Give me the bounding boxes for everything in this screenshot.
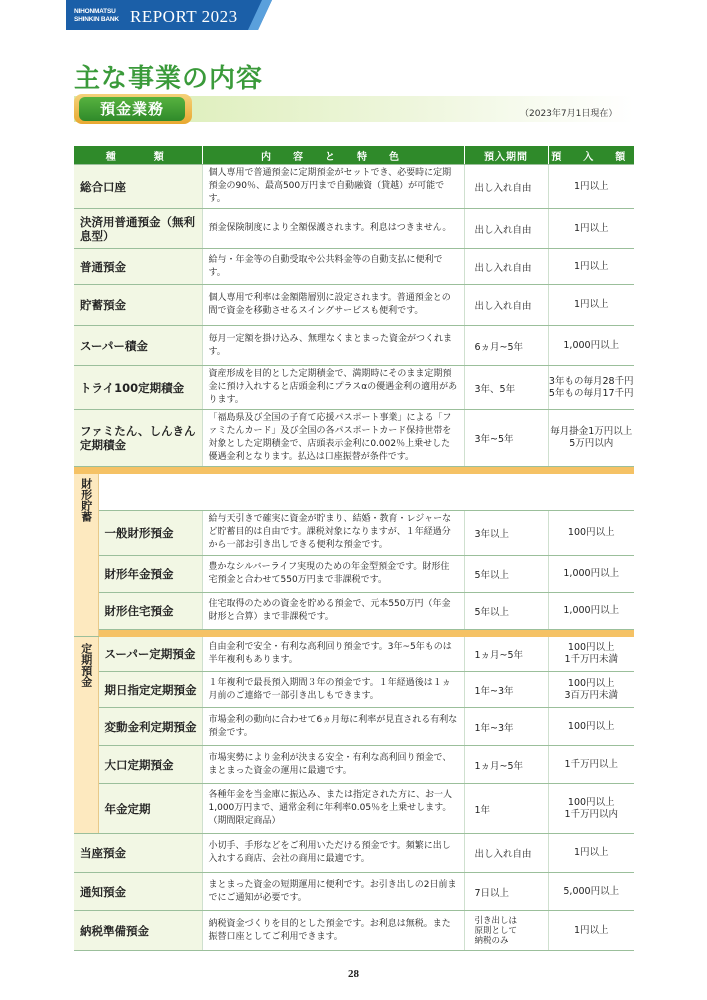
deposit-period: 出し入れ自由: [464, 209, 548, 249]
product-name: 変動金利定期預金: [98, 708, 202, 746]
product-name: 通知預金: [74, 873, 202, 911]
product-name: ファミたん、しんきん定期積金: [74, 410, 202, 467]
product-description: 預金保険制度により全額保護されます。利息はつきません。: [202, 209, 464, 249]
product-name: トライ100定期積金: [74, 366, 202, 410]
table-row: [74, 873, 634, 911]
table-row: [74, 672, 634, 708]
product-description: 資産形成を目的とした定期積金で、満期時にそのまま定期預金に預け入れすると店頭金利にプラスαの優遇金利の適用があります。: [202, 366, 464, 410]
bank-name: [74, 8, 119, 24]
page-number: 28: [348, 968, 359, 980]
group-label-teiki: [74, 637, 98, 834]
group-separator: [74, 629, 634, 637]
product-name: スーパー積金: [74, 326, 202, 366]
product-name: 決済用普通預金（無利息型）: [74, 209, 202, 249]
product-description: 市場金利の動向に合わせて6ヵ月毎に利率が見直される有利な預金です。: [202, 708, 464, 746]
table-row: [74, 637, 634, 672]
deposit-amount: 1円以上: [548, 285, 634, 326]
deposit-amount: 3年もの毎月28千円 5年もの毎月17千円: [548, 366, 634, 410]
report-title: [130, 7, 238, 27]
deposit-period: 5年以上: [464, 592, 548, 629]
table-row: [74, 555, 634, 592]
product-description: 小切手、手形などをご利用いただける預金です。頻繁に出し入れする商店、会社の商用に最適です。: [202, 834, 464, 873]
deposit-period: 出し入れ自由: [464, 285, 548, 326]
deposit-amount: 1千万円以上: [548, 746, 634, 784]
table-row: [74, 911, 634, 951]
product-description: 納税資金づくりを目的とした預金です。お利息は無税。また振替口座としてご利用できます。: [202, 911, 464, 951]
column-header-description: 内 容 と 特 色: [202, 146, 464, 165]
product-description: 「福島県及び全国の子育て応援パスポート事業」による「ファミたんカード」及び全国の各パスポートカード保持世帯を対象とした定期積金で、店頭表示金利に0.002％上乗せした優遇金利となります。払込は口座振替が条件です。: [202, 410, 464, 467]
product-name: 一般財形預金: [98, 510, 202, 555]
table-row: [74, 708, 634, 746]
as-of-date: （2023年7月1日現在）: [520, 109, 618, 119]
deposit-period: 出し入れ自由: [464, 834, 548, 873]
deposit-amount: 1円以上: [548, 165, 634, 209]
deposit-amount: 100円以上 3百万円未満: [548, 672, 634, 708]
deposit-period: 6ヵ月~5年: [464, 326, 548, 366]
deposit-period: 引き出しは 原則として 納税のみ: [464, 911, 548, 951]
product-description: 住宅取得のための資金を貯める預金で、元本550万円（年金財形と合算）まで非課税です。: [202, 592, 464, 629]
product-name: 当座預金: [74, 834, 202, 873]
deposit-amount: 100円以上 1千万円未満: [548, 637, 634, 672]
table-row: [74, 784, 634, 834]
column-header-period: 預入期間: [464, 146, 548, 165]
report-year: 2023: [201, 7, 238, 26]
product-name: 財形年金預金: [98, 555, 202, 592]
table-row: [74, 834, 634, 873]
group-label-zaikei-text: 財形貯蓄: [79, 478, 93, 522]
table-header-row: [74, 146, 634, 165]
table-row: [74, 510, 634, 555]
deposit-period: 5年以上: [464, 555, 548, 592]
deposit-period: 3年、5年: [464, 366, 548, 410]
table-row: [74, 410, 634, 467]
deposit-period: 出し入れ自由: [464, 165, 548, 209]
product-description: 個人専用で利率は金額階層別に設定されます。普通預金との間で資金を移動させるスイングサービスも便利です。: [202, 285, 464, 326]
product-name: 総合口座: [74, 165, 202, 209]
page-title: 主な事業の内容: [74, 64, 264, 94]
deposit-amount: 1円以上: [548, 911, 634, 951]
table-row: [74, 209, 634, 249]
product-description: 自由金利で安全・有利な高利回り預金です。3年~5年ものは半年複利もあります。: [202, 637, 464, 672]
deposit-period: 1ヵ月~5年: [464, 746, 548, 784]
product-name: 年金定期: [98, 784, 202, 834]
bank-name-line2: SHINKIN BANK: [74, 16, 119, 23]
deposit-amount: 1,000円以上: [548, 326, 634, 366]
deposit-amount: 1,000円以上: [548, 555, 634, 592]
deposit-period: 出し入れ自由: [464, 249, 548, 285]
deposit-amount: 100円以上: [548, 510, 634, 555]
report-label: REPORT: [130, 7, 197, 26]
table-row: [74, 326, 634, 366]
deposit-period: 1年~3年: [464, 672, 548, 708]
product-description: まとまった資金の短期運用に便利です。お引き出しの2日前までにご通知が必要です。: [202, 873, 464, 911]
deposit-period: 1年~3年: [464, 708, 548, 746]
deposit-amount: 1,000円以上: [548, 592, 634, 629]
deposit-period: 3年~5年: [464, 410, 548, 467]
table-row: [74, 285, 634, 326]
deposit-amount: 100円以上 1千万円以内: [548, 784, 634, 834]
table-row: [74, 474, 634, 510]
product-name: 納税準備預金: [74, 911, 202, 951]
product-name: 大口定期預金: [98, 746, 202, 784]
deposit-period: 3年以上: [464, 510, 548, 555]
deposit-period: 7日以上: [464, 873, 548, 911]
deposit-period: 1ヵ月~5年: [464, 637, 548, 672]
deposit-amount: 1円以上: [548, 209, 634, 249]
bank-name-line1: NIHONMATSU: [74, 8, 116, 15]
group-label-teiki-text: 定期預金: [79, 643, 93, 687]
deposit-table: [74, 146, 634, 951]
header-banner: [0, 0, 272, 30]
product-description: １年複利で最長預入期間３年の預金です。１年経過後は１ヵ月前のご連絡で一部引き出しもできます。: [202, 672, 464, 708]
product-description: 給与天引きで確実に資金が貯まり、結婚・教育・レジャーなど貯蓄目的は自由です。課税対象になりますが、１年経過分から一部お引き出しできる便利な預金です。: [202, 510, 464, 555]
table-row: [74, 366, 634, 410]
product-description: 市場実勢により金利が決まる安全・有利な高利回り預金で、まとまった資金の運用に最適です。: [202, 746, 464, 784]
product-description: 各種年金を当金庫に振込み、または指定された方に、お一人1,000万円まで、通常金利に年利率0.05％を上乗せします。（期間限定商品）: [202, 784, 464, 834]
table-row: [74, 592, 634, 629]
product-name: 財形住宅預金: [98, 592, 202, 629]
group-separator: [74, 467, 634, 475]
column-header-type: 種 類: [74, 146, 202, 165]
table-row: [74, 746, 634, 784]
column-header-amount: 預 入 額: [548, 146, 634, 165]
deposit-amount: 1円以上: [548, 834, 634, 873]
section-heading: 預金業務: [79, 97, 185, 121]
deposit-amount: 5,000円以上: [548, 873, 634, 911]
deposit-amount: 1円以上: [548, 249, 634, 285]
table-row: [74, 165, 634, 209]
product-description: 給与・年金等の自動受取や公共料金等の自動支払に便利です。: [202, 249, 464, 285]
product-name: 貯蓄預金: [74, 285, 202, 326]
product-description: 個人専用で普通預金に定期預金がセットでき、必要時に定期預金の90％、最高500万円まで自動融資（貸越）が可能です。: [202, 165, 464, 209]
product-name: 期日指定定期預金: [98, 672, 202, 708]
group-label-zaikei: [74, 474, 98, 637]
product-description: 毎月一定額を掛け込み、無理なくまとまった資金がつくれます。: [202, 326, 464, 366]
deposit-period: 1年: [464, 784, 548, 834]
product-name: スーパー定期預金: [98, 637, 202, 672]
deposit-amount: 毎月掛金1万円以上 5万円以内: [548, 410, 634, 467]
product-name: 普通預金: [74, 249, 202, 285]
deposit-amount: 100円以上: [548, 708, 634, 746]
product-description: 豊かなシルバーライフ実現のための年金型預金です。財形住宅預金と合わせて550万円まで非課税です。: [202, 555, 464, 592]
table-row: [74, 249, 634, 285]
